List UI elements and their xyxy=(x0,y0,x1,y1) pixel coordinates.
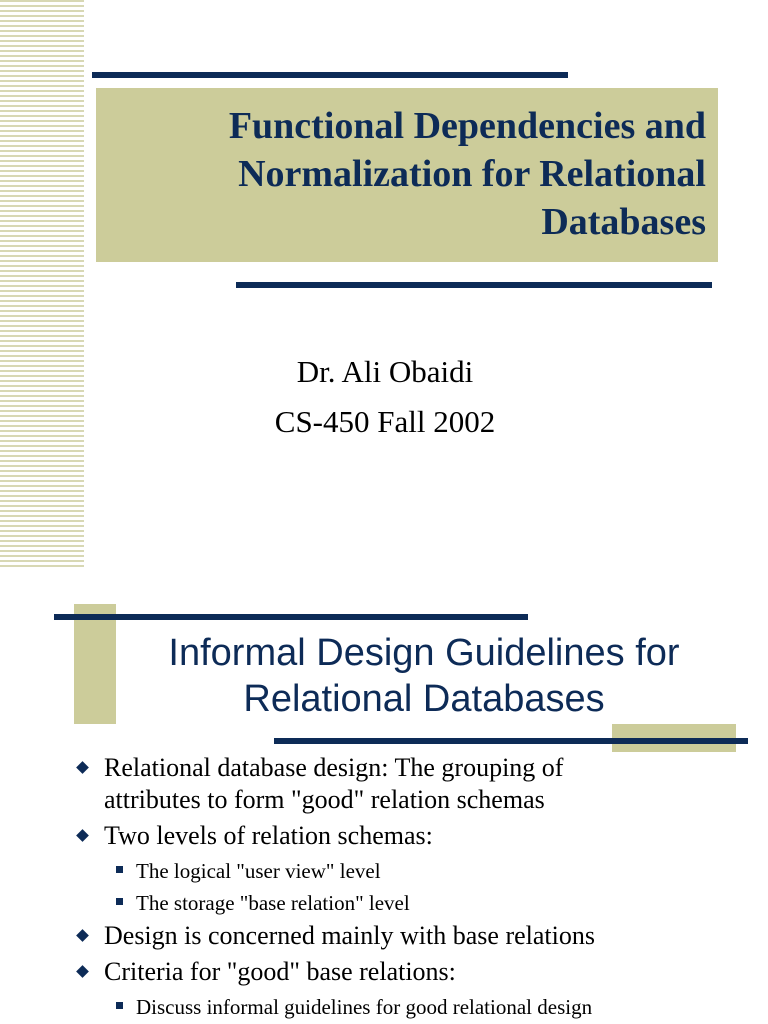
square-bullet-icon xyxy=(116,866,123,873)
bottom-rule xyxy=(236,282,712,288)
course-info: CS-450 Fall 2002 xyxy=(274,404,496,439)
slide-1-title xyxy=(106,102,706,246)
sub-bullet-text: The logical "user view" level xyxy=(136,859,381,883)
diamond-bullet-icon xyxy=(76,965,89,978)
bullet-item xyxy=(0,820,768,852)
striped-side-band xyxy=(0,0,84,570)
bullet-text: attributes to form "good" relation schemas xyxy=(104,785,545,814)
sub-bullet-item xyxy=(0,992,768,1022)
bullet-text: Relational database design: The grouping of xyxy=(104,753,564,782)
title-box xyxy=(96,88,718,262)
bullet-item xyxy=(0,920,768,952)
sub-bullet-item xyxy=(0,888,768,918)
diamond-bullet-icon xyxy=(76,829,89,842)
author-name: Dr. Ali Obaidi xyxy=(296,354,474,389)
title-line: Databases xyxy=(541,201,706,243)
title-line: Relational Databases xyxy=(243,678,605,720)
sub-bullet-item xyxy=(0,856,768,886)
slide-2 xyxy=(0,582,768,1024)
bullet-text: Criteria for "good" base relations: xyxy=(104,957,456,986)
top-rule xyxy=(92,72,568,78)
sub-bullet-text: Discuss informal guidelines for good relational design xyxy=(136,995,593,1019)
bullet-list xyxy=(0,752,768,1024)
diamond-bullet-icon xyxy=(76,929,89,942)
top-rule xyxy=(54,614,528,620)
bullet-text: Two levels of relation schemas: xyxy=(104,821,433,850)
slide-2-title xyxy=(118,630,730,722)
square-bullet-icon xyxy=(116,898,123,905)
bullet-item xyxy=(0,752,768,816)
sub-bullet-text: The storage "base relation" level xyxy=(136,891,410,915)
bottom-rule xyxy=(274,738,748,744)
title-line: Functional Dependencies and xyxy=(228,105,706,147)
bullet-text: Design is concerned mainly with base relations xyxy=(104,921,595,950)
title-line: Normalization for Relational xyxy=(238,153,706,195)
diamond-bullet-icon xyxy=(76,761,89,774)
bullet-item xyxy=(0,956,768,988)
tan-block-left xyxy=(74,604,116,724)
title-line: Informal Design Guidelines for xyxy=(168,632,680,674)
square-bullet-icon xyxy=(116,1002,123,1009)
